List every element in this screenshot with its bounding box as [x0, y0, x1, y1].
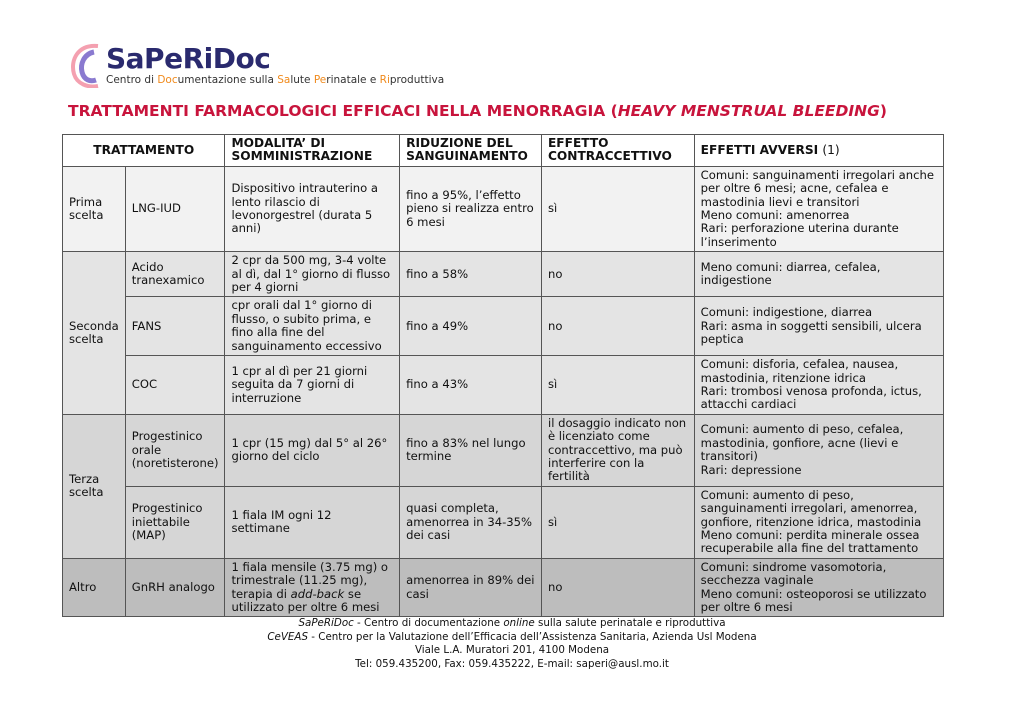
- cell-contraccettivo: il dosaggio indicato non è licenziato come contraccettivo, ma può interferire con la fertilità: [541, 414, 694, 486]
- cell-farmaco: Acido tranexamico: [125, 252, 225, 297]
- group-label: Altro: [63, 558, 126, 617]
- cell-contraccettivo: sì: [541, 356, 694, 415]
- cell-farmaco: FANS: [125, 297, 225, 356]
- table-header-row: [63, 135, 944, 167]
- table-row: [63, 356, 944, 415]
- group-label: Prima scelta: [63, 166, 126, 251]
- group-label: Terza scelta: [63, 414, 126, 558]
- cell-riduzione: fino a 83% nel lungo termine: [400, 414, 542, 486]
- table-row: [63, 414, 944, 486]
- cell-contraccettivo: no: [541, 297, 694, 356]
- cell-modalita: 1 cpr (15 mg) dal 5° al 26° giorno del ciclo: [225, 414, 400, 486]
- cell-riduzione: fino a 43%: [400, 356, 542, 415]
- cell-contraccettivo: no: [541, 252, 694, 297]
- header-riduzione: RIDUZIONE DEL SANGUINAMENTO: [400, 135, 542, 167]
- cell-modalita: 1 fiala mensile (3.75 mg) o trimestrale (11.25 mg), terapia di add-back se utilizzato per oltre 6 mesi: [225, 558, 400, 617]
- cell-contraccettivo: sì: [541, 486, 694, 558]
- cell-modalita: 1 fiala IM ogni 12 settimane: [225, 486, 400, 558]
- cell-avversi: Comuni: aumento di peso, cefalea, mastodinia, gonfiore, acne (lievi e transitori) Rari: depressione: [694, 414, 943, 486]
- header-trattamento: TRATTAMENTO: [63, 135, 225, 167]
- cell-avversi: Meno comuni: diarrea, cefalea, indigestione: [694, 252, 943, 297]
- cell-avversi: Comuni: sindrome vasomotoria, secchezza vaginale Meno comuni: osteoporosi se utilizzato per oltre 6 mesi: [694, 558, 943, 617]
- cell-riduzione: quasi completa, amenorrea in 34-35% dei casi: [400, 486, 542, 558]
- footer-contacts: Tel: 059.435200, Fax: 059.435222, E-mail: saperi@ausl.mo.it: [355, 657, 669, 670]
- cell-modalita: 2 cpr da 500 mg, 3-4 volte al dì, dal 1° giorno di flusso per 4 giorni: [225, 252, 400, 297]
- footer-line-1: SaPeRiDoc - Centro di documentazione online sulla salute perinatale e riproduttiva: [298, 617, 726, 629]
- cell-farmaco: LNG-IUD: [125, 166, 225, 251]
- cell-riduzione: fino a 95%, l’effetto pieno si realizza entro 6 mesi: [400, 166, 542, 251]
- header-avversi: EFFETTI AVVERSI (1): [694, 135, 943, 167]
- cell-farmaco: Progestinico iniettabile (MAP): [125, 486, 225, 558]
- cell-farmaco: COC: [125, 356, 225, 415]
- cell-farmaco: Progestinico orale (noretisterone): [125, 414, 225, 486]
- table-row: [63, 252, 944, 297]
- table-row: [63, 486, 944, 558]
- logo-profile-icon: [68, 42, 106, 88]
- cell-riduzione: amenorrea in 89% dei casi: [400, 558, 542, 617]
- logo-subtitle: Centro di Documentazione sulla Salute Perinatale e Riproduttiva: [106, 74, 445, 86]
- cell-modalita: Dispositivo intrauterino a lento rilascio di levonorgestrel (durata 5 anni): [225, 166, 400, 251]
- cell-contraccettivo: no: [541, 558, 694, 617]
- logo-name: SaPeRiDoc: [106, 42, 271, 75]
- header-modalita: MODALITA’ DI SOMMINISTRAZIONE: [225, 135, 400, 167]
- table-row: [63, 558, 944, 617]
- footer: [0, 617, 1024, 671]
- cell-avversi: Comuni: sanguinamenti irregolari anche per oltre 6 mesi; acne, cefalea e mastodinia lievi e transitori Meno comuni: amenorrea Rari: perforazione uterina durante l’inserimento: [694, 166, 943, 251]
- page-title: TRATTAMENTI FARMACOLOGICI EFFICACI NELLA MENORRAGIA (HEAVY MENSTRUAL BLEEDING): [68, 102, 887, 120]
- cell-modalita: cpr orali dal 1° giorno di flusso, o subito prima, e fino alla fine del sanguinamento eccessivo: [225, 297, 400, 356]
- cell-modalita: 1 cpr al dì per 21 giorni seguita da 7 giorni di interruzione: [225, 356, 400, 415]
- table-row: [63, 166, 944, 251]
- cell-avversi: Comuni: indigestione, diarrea Rari: asma in soggetti sensibili, ulcera peptica: [694, 297, 943, 356]
- table-row: [63, 297, 944, 356]
- cell-riduzione: fino a 49%: [400, 297, 542, 356]
- cell-riduzione: fino a 58%: [400, 252, 542, 297]
- footer-line-2: CeVEAS - Centro per la Valutazione dell’Efficacia dell’Assistenza Sanitaria, Azienda Usl Modena: [267, 630, 757, 643]
- cell-avversi: Comuni: disforia, cefalea, nausea, mastodinia, ritenzione idrica Rari: trombosi venosa profonda, ictus, attacchi cardiaci: [694, 356, 943, 415]
- cell-avversi: Comuni: aumento di peso, sanguinamenti irregolari, amenorrea, gonfiore, ritenzione idrica, mastodinia Meno comuni: perdita minerale ossea recuperabile alla fine del trattamento: [694, 486, 943, 558]
- treatments-table: [62, 134, 944, 617]
- cell-contraccettivo: sì: [541, 166, 694, 251]
- cell-farmaco: GnRH analogo: [125, 558, 225, 617]
- header-effetto: EFFETTO CONTRACCETTIVO: [541, 135, 694, 167]
- footer-address: Viale L.A. Muratori 201, 4100 Modena: [414, 644, 610, 656]
- saperidoc-logo: [68, 40, 445, 90]
- group-label: Seconda scelta: [63, 252, 126, 414]
